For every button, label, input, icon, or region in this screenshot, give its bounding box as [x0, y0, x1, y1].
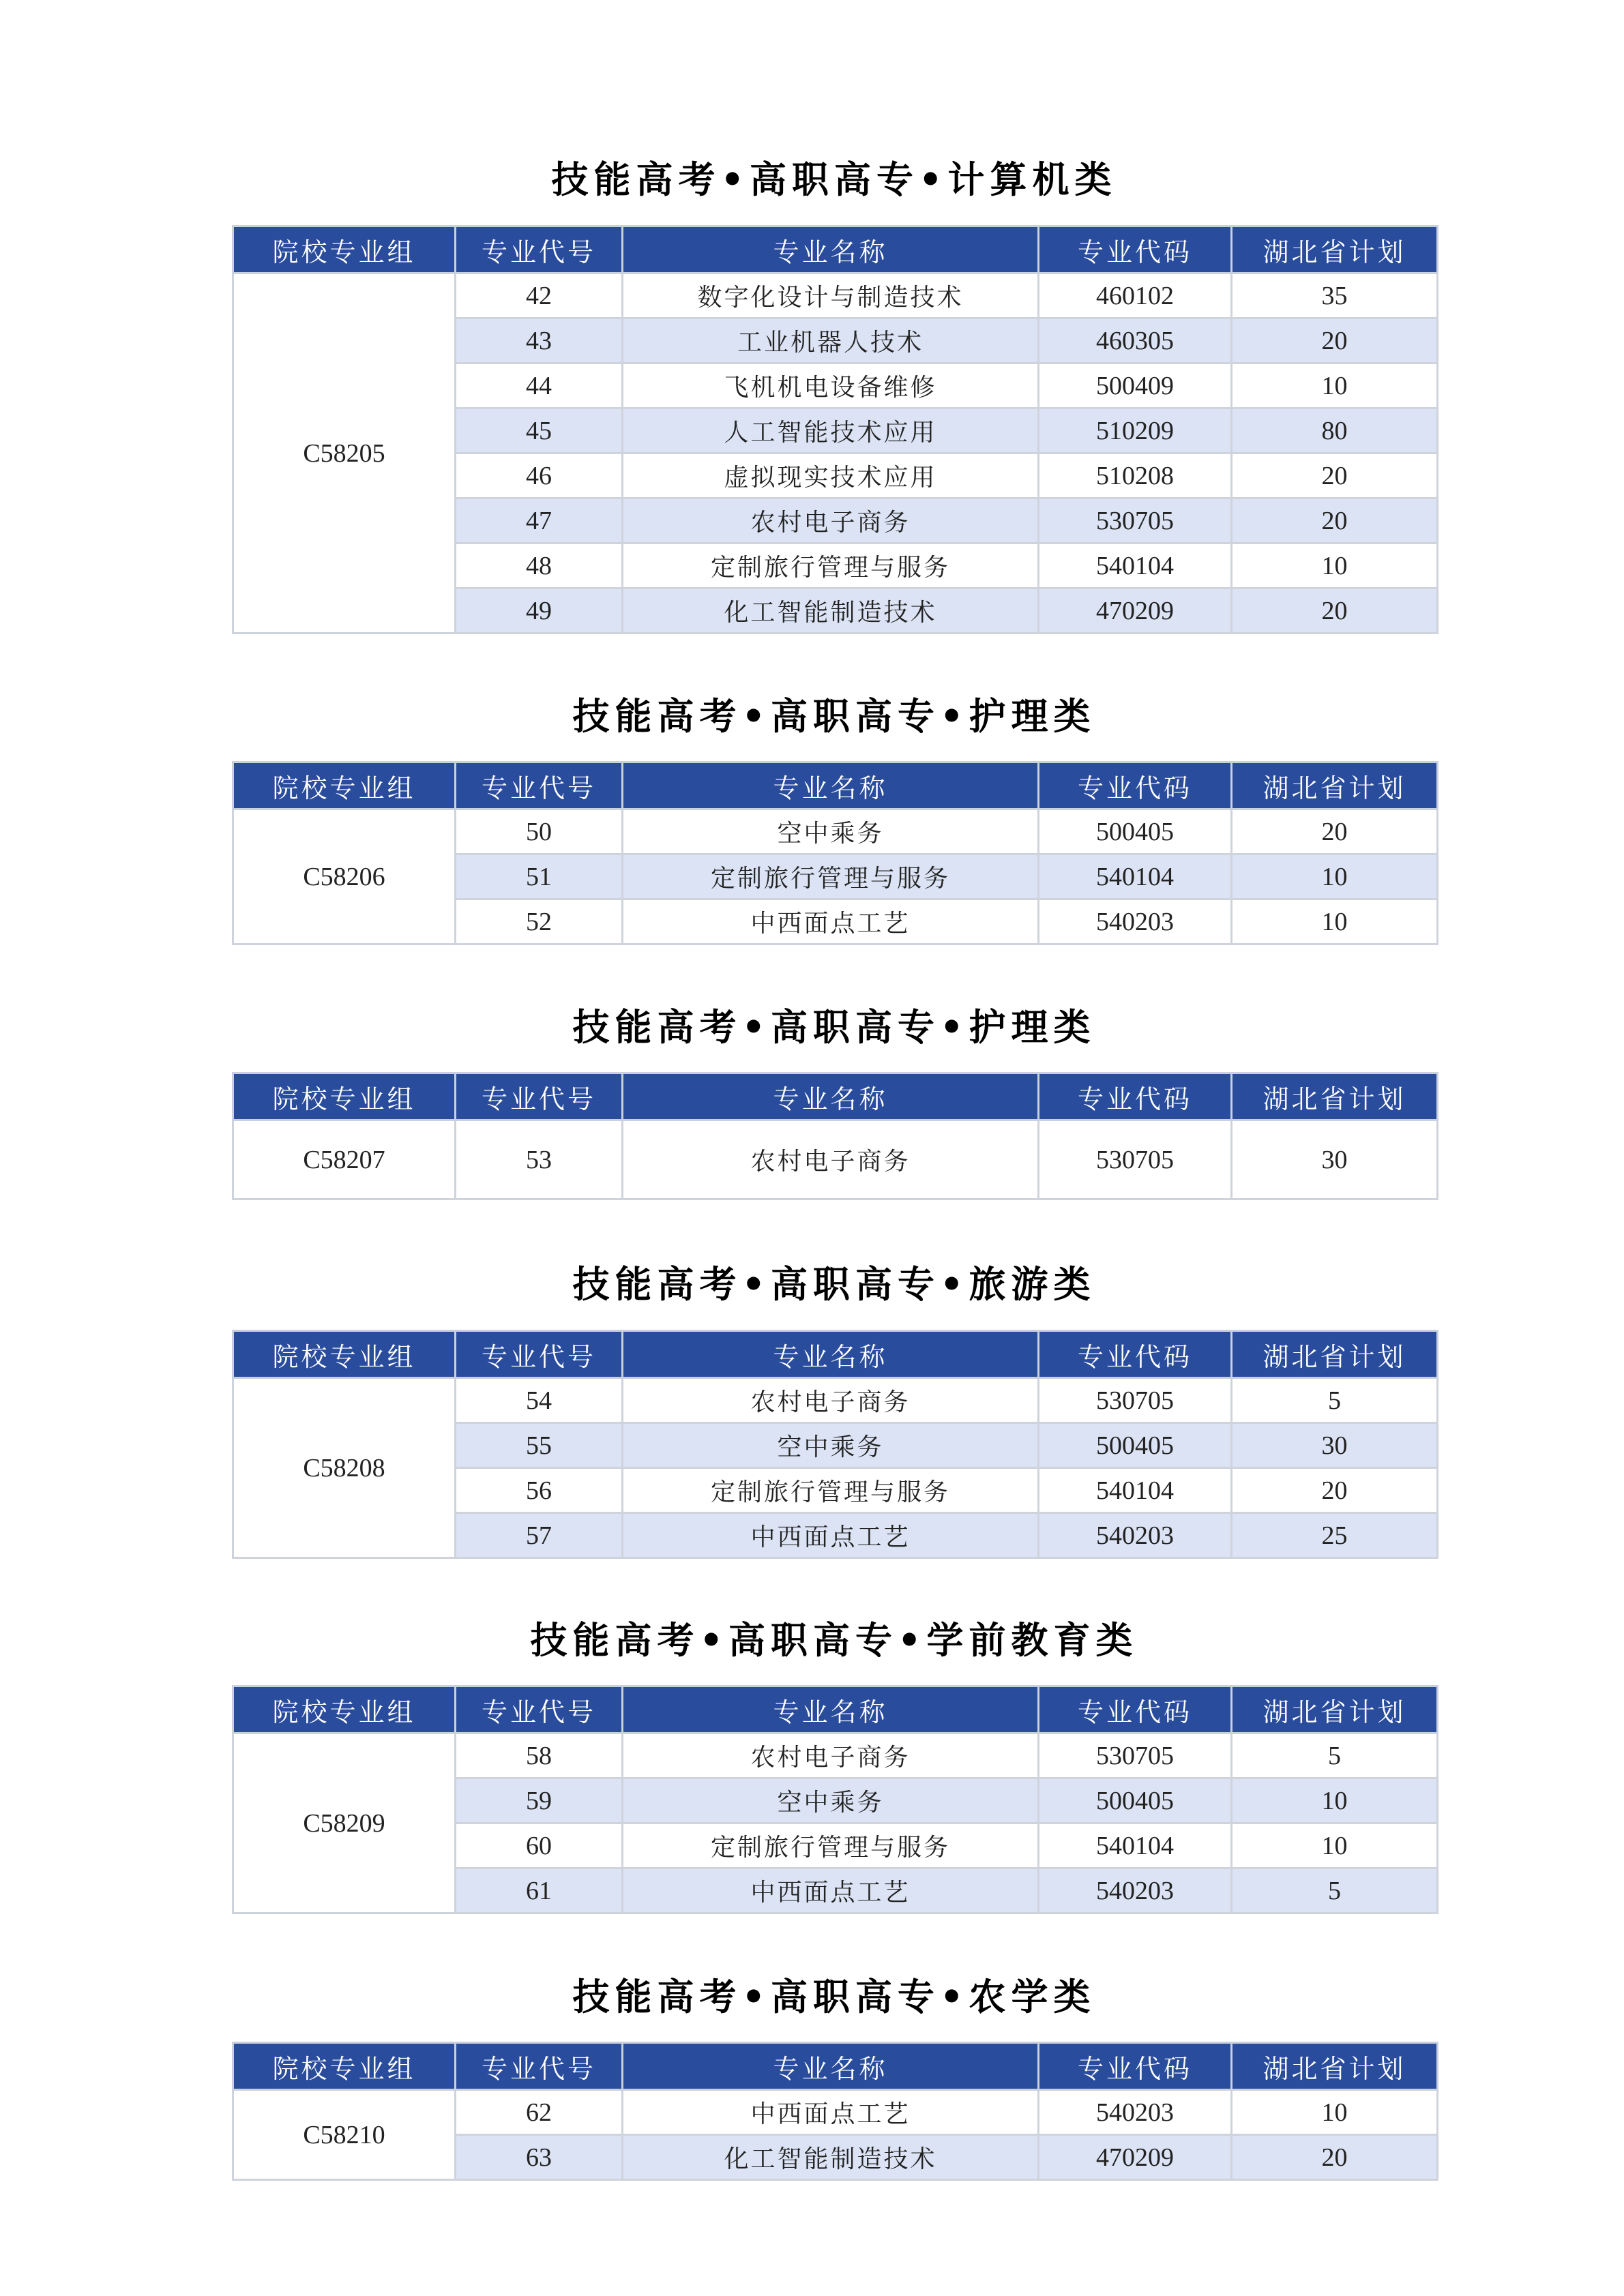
column-header: 专业代码: [1039, 762, 1232, 809]
major-code-cell: 530705: [1039, 498, 1232, 543]
column-header: 院校专业组: [233, 1331, 456, 1378]
hubei-plan-cell: 10: [1232, 899, 1438, 944]
major-code-cell: 540203: [1039, 2090, 1232, 2135]
hubei-plan-cell: 10: [1232, 1823, 1438, 1868]
major-name-cell: 定制旅行管理与服务: [623, 1823, 1039, 1868]
major-number-cell: 58: [456, 1733, 623, 1778]
column-header: 专业代号: [456, 2043, 623, 2090]
column-header: 专业名称: [623, 1686, 1039, 1733]
hubei-plan-cell: 5: [1232, 1868, 1438, 1913]
major-name-cell: 化工智能制造技术: [623, 2135, 1039, 2180]
hubei-plan-cell: 35: [1232, 273, 1438, 318]
major-code-cell: 540104: [1039, 1823, 1232, 1868]
major-name-cell: 中西面点工艺: [623, 1868, 1039, 1913]
enrollment-table: [232, 1685, 1438, 1914]
major-code-cell: 530705: [1039, 1378, 1232, 1423]
hubei-plan-cell: 20: [1232, 318, 1438, 363]
major-code-cell: 510208: [1039, 453, 1232, 498]
major-number-cell: 61: [456, 1868, 623, 1913]
table-row: [233, 1378, 1438, 1423]
column-header: 专业名称: [623, 1073, 1039, 1120]
table-header-row: [233, 226, 1438, 273]
major-code-cell: 500405: [1039, 1423, 1232, 1468]
major-name-cell: 工业机器人技术: [623, 318, 1039, 363]
column-header: 专业代码: [1039, 226, 1232, 273]
major-name-cell: 飞机机电设备维修: [623, 363, 1039, 408]
column-header: 专业名称: [623, 762, 1039, 809]
table-row: [233, 809, 1438, 854]
column-header: 专业代号: [456, 1686, 623, 1733]
hubei-plan-cell: 30: [1232, 1120, 1438, 1199]
column-header: 专业代号: [456, 762, 623, 809]
major-name-cell: 空中乘务: [623, 1778, 1039, 1823]
major-number-cell: 62: [456, 2090, 623, 2135]
major-code-cell: 530705: [1039, 1733, 1232, 1778]
group-code-cell: C58207: [233, 1120, 456, 1199]
major-code-cell: 540104: [1039, 854, 1232, 899]
table-row: [233, 273, 1438, 318]
column-header: 专业名称: [623, 226, 1039, 273]
major-name-cell: 中西面点工艺: [623, 899, 1039, 944]
hubei-plan-cell: 20: [1232, 2135, 1438, 2180]
hubei-plan-cell: 30: [1232, 1423, 1438, 1468]
major-name-cell: 定制旅行管理与服务: [623, 543, 1039, 588]
table-header-row: [233, 1331, 1438, 1378]
enrollment-table: [232, 225, 1438, 634]
column-header: 专业代码: [1039, 1331, 1232, 1378]
hubei-plan-cell: 10: [1232, 1778, 1438, 1823]
column-header: 湖北省计划: [1232, 762, 1438, 809]
column-header: 专业名称: [623, 1331, 1039, 1378]
hubei-plan-cell: 10: [1232, 363, 1438, 408]
column-header: 专业代号: [456, 1331, 623, 1378]
hubei-plan-cell: 10: [1232, 543, 1438, 588]
hubei-plan-cell: 20: [1232, 1468, 1438, 1513]
major-number-cell: 51: [456, 854, 623, 899]
section-title: 技能高考•高职高专•计算机类: [551, 158, 1117, 201]
hubei-plan-cell: 5: [1232, 1378, 1438, 1423]
table-row: [233, 1120, 1438, 1199]
group-code-cell: C58205: [233, 273, 456, 633]
column-header: 湖北省计划: [1232, 1686, 1438, 1733]
major-number-cell: 54: [456, 1378, 623, 1423]
major-number-cell: 45: [456, 408, 623, 453]
table-row: [233, 2090, 1438, 2135]
major-number-cell: 55: [456, 1423, 623, 1468]
major-number-cell: 44: [456, 363, 623, 408]
major-number-cell: 49: [456, 588, 623, 633]
column-header: 院校专业组: [233, 2043, 456, 2090]
major-name-cell: 数字化设计与制造技术: [623, 273, 1039, 318]
table-header-row: [233, 1073, 1438, 1120]
major-code-cell: 510209: [1039, 408, 1232, 453]
enrollment-table: [232, 1072, 1438, 1200]
major-name-cell: 化工智能制造技术: [623, 588, 1039, 633]
section-title: 技能高考•高职高专•农学类: [572, 1975, 1096, 2018]
major-code-cell: 500405: [1039, 809, 1232, 854]
major-name-cell: 空中乘务: [623, 1423, 1039, 1468]
hubei-plan-cell: 20: [1232, 588, 1438, 633]
major-name-cell: 农村电子商务: [623, 1733, 1039, 1778]
table-row: [233, 1733, 1438, 1778]
table-header-row: [233, 2043, 1438, 2090]
major-code-cell: 530705: [1039, 1120, 1232, 1199]
column-header: 湖北省计划: [1232, 1073, 1438, 1120]
major-number-cell: 50: [456, 809, 623, 854]
column-header: 院校专业组: [233, 226, 456, 273]
major-name-cell: 农村电子商务: [623, 1378, 1039, 1423]
major-code-cell: 470209: [1039, 588, 1232, 633]
major-code-cell: 540203: [1039, 899, 1232, 944]
major-code-cell: 540203: [1039, 1868, 1232, 1913]
major-number-cell: 57: [456, 1513, 623, 1558]
major-name-cell: 定制旅行管理与服务: [623, 854, 1039, 899]
column-header: 湖北省计划: [1232, 2043, 1438, 2090]
hubei-plan-cell: 80: [1232, 408, 1438, 453]
major-name-cell: 中西面点工艺: [623, 2090, 1039, 2135]
enrollment-table: [232, 2042, 1438, 2181]
column-header: 院校专业组: [233, 762, 456, 809]
column-header: 专业代码: [1039, 1686, 1232, 1733]
group-code-cell: C58208: [233, 1378, 456, 1558]
major-number-cell: 59: [456, 1778, 623, 1823]
group-code-cell: C58206: [233, 809, 456, 944]
major-code-cell: 540104: [1039, 543, 1232, 588]
hubei-plan-cell: 5: [1232, 1733, 1438, 1778]
major-number-cell: 63: [456, 2135, 623, 2180]
major-number-cell: 47: [456, 498, 623, 543]
section-title: 技能高考•高职高专•护理类: [572, 1005, 1096, 1049]
major-name-cell: 中西面点工艺: [623, 1513, 1039, 1558]
group-code-cell: C58209: [233, 1733, 456, 1913]
major-name-cell: 人工智能技术应用: [623, 408, 1039, 453]
major-code-cell: 500405: [1039, 1778, 1232, 1823]
major-code-cell: 540104: [1039, 1468, 1232, 1513]
section-title: 技能高考•高职高专•护理类: [572, 694, 1096, 738]
table-header-row: [233, 762, 1438, 809]
enrollment-table: [232, 1330, 1438, 1559]
major-name-cell: 农村电子商务: [623, 1120, 1039, 1199]
major-name-cell: 定制旅行管理与服务: [623, 1468, 1039, 1513]
major-code-cell: 540203: [1039, 1513, 1232, 1558]
major-number-cell: 43: [456, 318, 623, 363]
section-title: 技能高考•高职高专•旅游类: [572, 1262, 1096, 1306]
major-number-cell: 53: [456, 1120, 623, 1199]
column-header: 院校专业组: [233, 1686, 456, 1733]
major-code-cell: 460102: [1039, 273, 1232, 318]
major-name-cell: 虚拟现实技术应用: [623, 453, 1039, 498]
major-code-cell: 470209: [1039, 2135, 1232, 2180]
major-number-cell: 52: [456, 899, 623, 944]
major-number-cell: 48: [456, 543, 623, 588]
major-code-cell: 500409: [1039, 363, 1232, 408]
column-header: 专业代号: [456, 1073, 623, 1120]
enrollment-table: [232, 761, 1438, 945]
column-header: 专业名称: [623, 2043, 1039, 2090]
hubei-plan-cell: 20: [1232, 809, 1438, 854]
column-header: 专业代号: [456, 226, 623, 273]
hubei-plan-cell: 20: [1232, 453, 1438, 498]
column-header: 湖北省计划: [1232, 226, 1438, 273]
major-name-cell: 空中乘务: [623, 809, 1039, 854]
hubei-plan-cell: 10: [1232, 2090, 1438, 2135]
major-number-cell: 60: [456, 1823, 623, 1868]
table-header-row: [233, 1686, 1438, 1733]
column-header: 专业代码: [1039, 2043, 1232, 2090]
major-number-cell: 46: [456, 453, 623, 498]
major-number-cell: 42: [456, 273, 623, 318]
hubei-plan-cell: 20: [1232, 498, 1438, 543]
major-number-cell: 56: [456, 1468, 623, 1513]
section-title: 技能高考•高职高专•学前教育类: [530, 1618, 1138, 1662]
hubei-plan-cell: 25: [1232, 1513, 1438, 1558]
major-name-cell: 农村电子商务: [623, 498, 1039, 543]
column-header: 院校专业组: [233, 1073, 456, 1120]
hubei-plan-cell: 10: [1232, 854, 1438, 899]
column-header: 专业代码: [1039, 1073, 1232, 1120]
column-header: 湖北省计划: [1232, 1331, 1438, 1378]
group-code-cell: C58210: [233, 2090, 456, 2180]
major-code-cell: 460305: [1039, 318, 1232, 363]
